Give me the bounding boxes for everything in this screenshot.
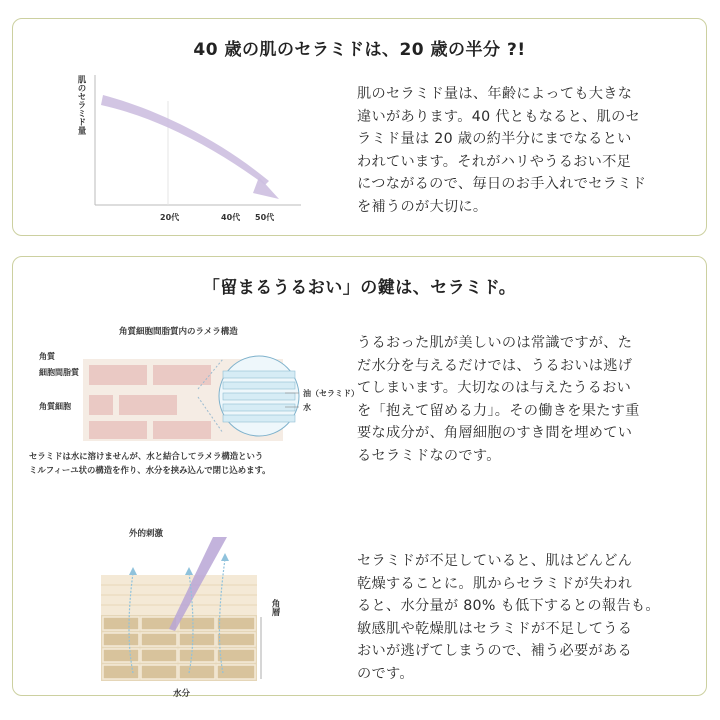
ceramide-age-chart <box>73 71 303 231</box>
section2-body-1: うるおった肌が美しいのは常識ですが、た だ水分を与えるだけでは、うるおいは逃げ てしまいます。大切なのは与えたうるおい を「抱えて留める力」。その働きを果たす重 要な成分が、角層細胞のすき間を埋めてい るセラミドなのです。 <box>357 335 640 464</box>
ceramide-age-panel <box>12 18 707 236</box>
chart-ylabel: 肌のセラミド量 <box>76 75 86 135</box>
section1-body: 肌のセラミド量は、年齢によっても大きな 違いがあります。40 代ともなると、肌のセ ラミド量は 20 歳の約半分にまでなるとい われています。それがハリやうるおい不足 につながるので、毎日のお手入れでセラミド を補うのが大切に。 <box>357 86 647 215</box>
section2-body-2: セラミドが不足していると、肌はどんどん 乾燥することに。肌からセラミドが失われ ると、水分量が 80% も低下するとの報告も。 敏感肌や乾燥肌はセラミドが不足してうる おいが逃げてしまうので、補う必要がある のです。 <box>357 553 660 682</box>
label-oil-ceramide: 油（セラミド） <box>303 389 359 398</box>
section1-heading: 40 歳の肌のセラミドは、20 歳の半分 ?! <box>193 40 526 60</box>
label-stratum-corneum: 角層 <box>270 599 280 616</box>
label-moisture: 水分 <box>173 689 191 699</box>
label-intercellular-lipid: 細胞間脂質 <box>39 368 79 377</box>
lamellar-caption: セラミドは水に溶けませんが、水と結合してラメラ構造という ミルフィーユ状の構造を作り、水分を挟み込んで閉じ込めます。 <box>29 451 271 475</box>
corneocyte-brick <box>89 365 147 385</box>
xtick-50s: 50代 <box>255 213 275 222</box>
section2-heading: 「留まるうるおい」の鍵は、セラミド。 <box>202 278 517 298</box>
corneocyte-brick <box>89 421 147 439</box>
stratum-corneum-illustration <box>93 533 323 693</box>
xtick-40s: 40代 <box>221 213 241 222</box>
lamellar-diagram <box>23 321 359 491</box>
corneocyte-brick <box>153 421 211 439</box>
decline-curve <box>101 95 269 185</box>
label-corneocyte: 角質細胞 <box>39 402 71 411</box>
stratum-corneum-diagram <box>93 523 323 699</box>
corneocyte-brick <box>119 395 177 415</box>
lamellar-diagram-title: 角質細胞間脂質内のラメラ構造 <box>119 327 238 337</box>
corneocyte-brick <box>153 365 211 385</box>
label-water: 水 <box>303 403 311 412</box>
corneocyte-brick <box>89 395 113 415</box>
xtick-20s: 20代 <box>160 213 180 222</box>
ceramide-moisture-panel <box>12 256 707 699</box>
chart-plot <box>73 71 303 231</box>
label-external-stimulus: 外的刺激 <box>129 529 164 539</box>
label-kakushitsu: 角質 <box>39 352 55 361</box>
